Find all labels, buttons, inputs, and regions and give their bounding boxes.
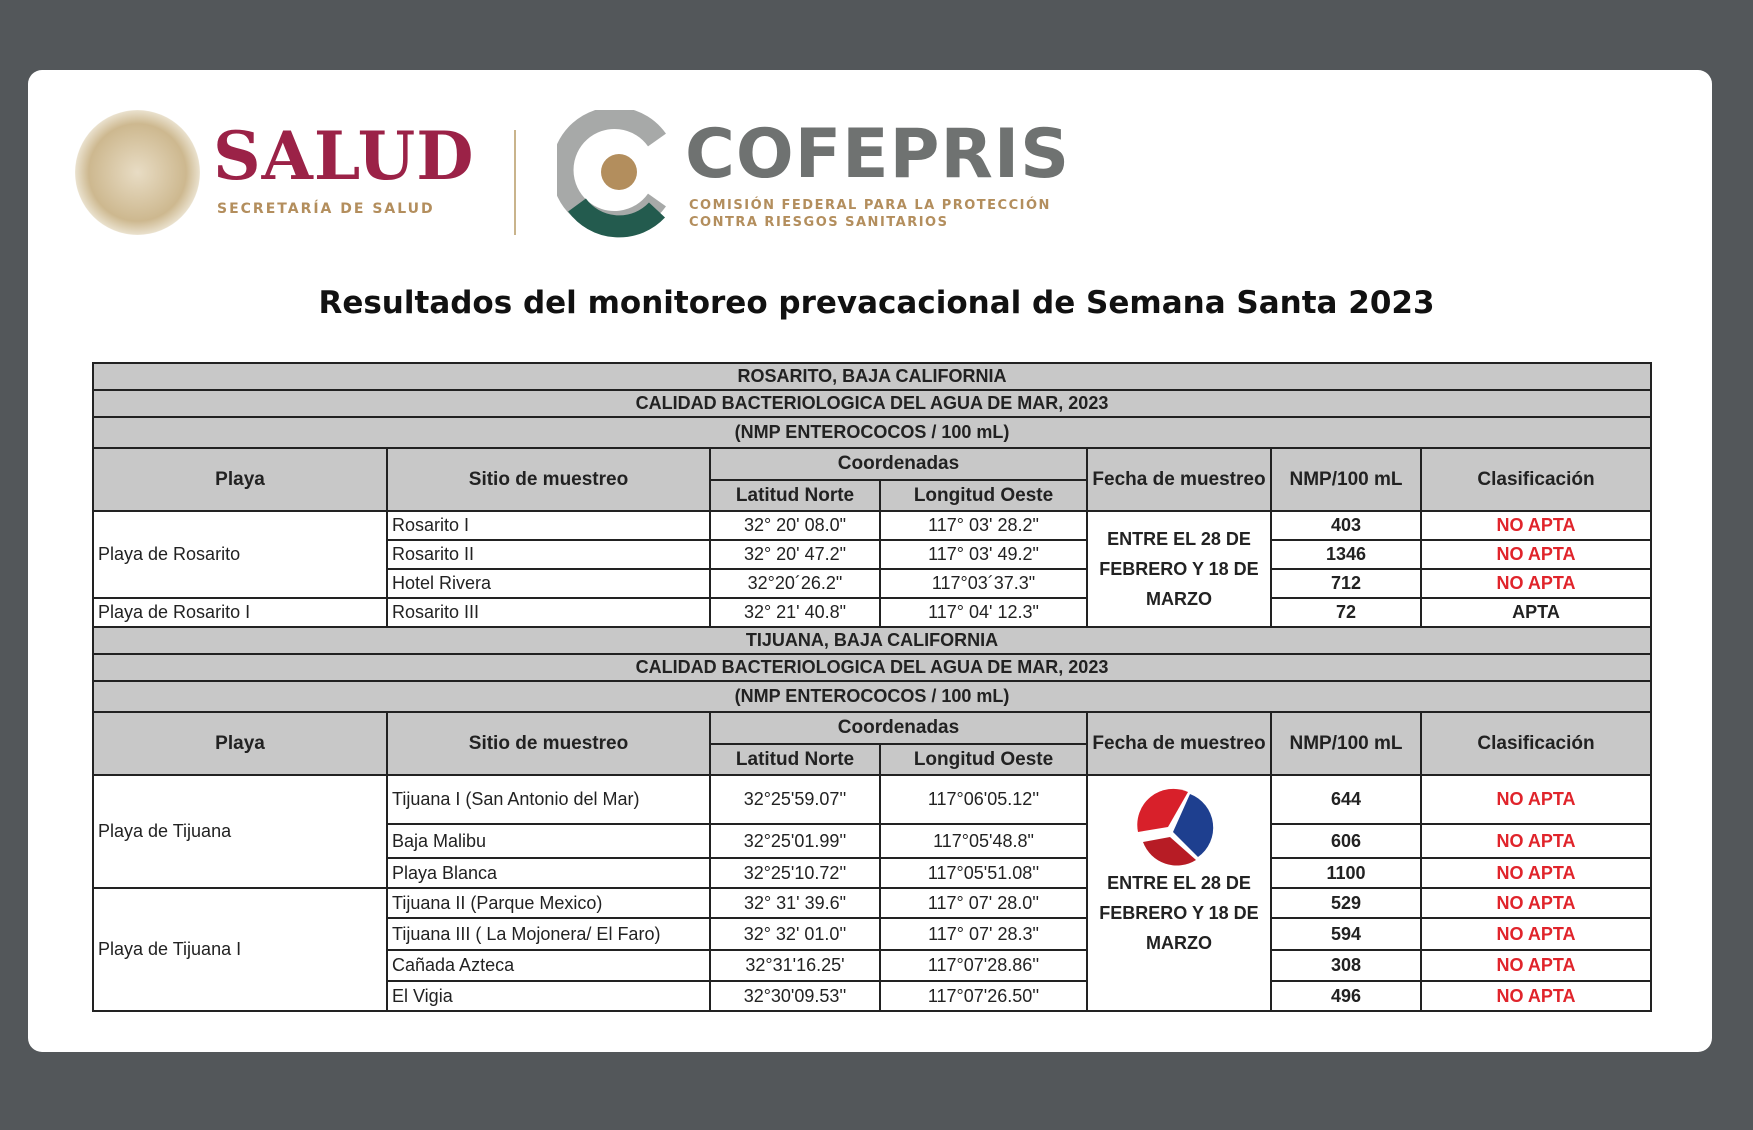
playa-cell: Playa de Tijuana	[93, 775, 387, 888]
playa-cell: Playa de Rosarito I	[93, 598, 387, 627]
col-nmp: NMP/100 mL	[1271, 448, 1421, 511]
nmp-cell: 403	[1271, 511, 1421, 540]
longitud-cell: 117°06'05.12''	[880, 775, 1087, 824]
section-subtitle: CALIDAD BACTERIOLOGICA DEL AGUA DE MAR, 2023	[93, 654, 1651, 681]
nmp-cell: 644	[1271, 775, 1421, 824]
table-row	[93, 598, 1651, 627]
longitud-cell: 117° 07' 28.3"	[880, 918, 1087, 950]
latitud-cell: 32°25'59.07''	[710, 775, 880, 824]
longitud-cell: 117°05'48.8"	[880, 824, 1087, 858]
section-units-row	[93, 417, 1651, 448]
clasificacion-badge: NO APTA	[1421, 981, 1651, 1011]
clasificacion-badge: NO APTA	[1421, 950, 1651, 981]
col-longitud: Longitud Oeste	[880, 480, 1087, 511]
clasificacion-badge: APTA	[1421, 598, 1651, 627]
col-clasificacion: Clasificación	[1421, 712, 1651, 775]
sitio-cell: Rosarito I	[387, 511, 710, 540]
sitio-cell: Playa Blanca	[387, 858, 710, 888]
clasificacion-badge: NO APTA	[1421, 511, 1651, 540]
sitio-cell: Rosarito III	[387, 598, 710, 627]
section-subtitle-row	[93, 390, 1651, 417]
latitud-cell: 32° 20' 08.0"	[710, 511, 880, 540]
longitud-cell: 117° 04' 12.3"	[880, 598, 1087, 627]
clasificacion-badge: NO APTA	[1421, 569, 1651, 598]
col-latitud: Latitud Norte	[710, 744, 880, 775]
column-header-row	[93, 448, 1651, 480]
fecha-cell: ENTRE EL 28 DE FEBRERO Y 18 DE MARZO	[1087, 511, 1271, 627]
nmp-cell: 529	[1271, 888, 1421, 918]
table-row	[93, 888, 1651, 918]
nmp-cell: 606	[1271, 824, 1421, 858]
section-region: TIJUANA, BAJA CALIFORNIA	[93, 627, 1651, 654]
longitud-cell: 117°07'26.50''	[880, 981, 1087, 1011]
col-longitud: Longitud Oeste	[880, 744, 1087, 775]
col-coordenadas: Coordenadas	[710, 712, 1087, 744]
latitud-cell: 32° 31' 39.6"	[710, 888, 880, 918]
mexico-seal-icon	[75, 110, 200, 235]
col-sitio: Sitio de muestreo	[387, 712, 710, 775]
section-region-row	[93, 627, 1651, 654]
fecha-cell: ENTRE EL 28 DE FEBRERO Y 18 DE MARZO	[1087, 775, 1271, 1011]
clasificacion-badge: NO APTA	[1421, 918, 1651, 950]
latitud-cell: 32°20´26.2"	[710, 569, 880, 598]
latitud-cell: 32° 21' 40.8"	[710, 598, 880, 627]
section-units: (NMP ENTEROCOCOS / 100 mL)	[93, 681, 1651, 712]
section-subtitle: CALIDAD BACTERIOLOGICA DEL AGUA DE MAR, 2023	[93, 390, 1651, 417]
latitud-cell: 32°25'01.99''	[710, 824, 880, 858]
latitud-cell: 32°25'10.72''	[710, 858, 880, 888]
cofepris-logo: COFEPRIS	[685, 115, 1071, 194]
salud-subtitle: SECRETARÍA DE SALUD	[217, 201, 435, 217]
col-fecha: Fecha de muestreo	[1087, 448, 1271, 511]
nmp-cell: 1100	[1271, 858, 1421, 888]
col-sitio: Sitio de muestreo	[387, 448, 710, 511]
longitud-cell: 117° 03' 28.2"	[880, 511, 1087, 540]
logo-divider	[514, 130, 516, 235]
section-region-row	[93, 363, 1651, 390]
sitio-cell: Cañada Azteca	[387, 950, 710, 981]
sitio-cell: Baja Malibu	[387, 824, 710, 858]
cofepris-sub-line2: CONTRA RIESGOS SANITARIOS	[689, 215, 949, 230]
col-clasificacion: Clasificación	[1421, 448, 1651, 511]
column-header-row	[93, 712, 1651, 744]
results-table	[92, 362, 1652, 1012]
header-logos	[75, 105, 1075, 245]
cofepris-sub-line1: COMISIÓN FEDERAL PARA LA PROTECCIÓN	[689, 198, 1051, 213]
nmp-cell: 308	[1271, 950, 1421, 981]
longitud-cell: 117°07'28.86''	[880, 950, 1087, 981]
playa-cell: Playa de Rosarito	[93, 511, 387, 598]
section-units: (NMP ENTEROCOCOS / 100 mL)	[93, 417, 1651, 448]
page-title: Resultados del monitoreo prevacacional de Semana Santa 2023	[318, 285, 1435, 321]
sitio-cell: Tijuana II (Parque Mexico)	[387, 888, 710, 918]
section-units-row	[93, 681, 1651, 712]
table-row	[93, 775, 1651, 824]
col-nmp: NMP/100 mL	[1271, 712, 1421, 775]
section-subtitle-row	[93, 654, 1651, 681]
watermark-logo-icon	[1128, 782, 1218, 872]
sitio-cell: Rosarito II	[387, 540, 710, 569]
longitud-cell: 117° 03' 49.2"	[880, 540, 1087, 569]
nmp-cell: 496	[1271, 981, 1421, 1011]
section-region: ROSARITO, BAJA CALIFORNIA	[93, 363, 1651, 390]
clasificacion-badge: NO APTA	[1421, 824, 1651, 858]
nmp-cell: 712	[1271, 569, 1421, 598]
latitud-cell: 32°30'09.53''	[710, 981, 880, 1011]
col-latitud: Latitud Norte	[710, 480, 880, 511]
clasificacion-badge: NO APTA	[1421, 775, 1651, 824]
sitio-cell: El Vigia	[387, 981, 710, 1011]
longitud-cell: 117°05'51.08''	[880, 858, 1087, 888]
sitio-cell: Hotel Rivera	[387, 569, 710, 598]
latitud-cell: 32° 20' 47.2"	[710, 540, 880, 569]
latitud-cell: 32° 32' 01.0''	[710, 918, 880, 950]
longitud-cell: 117°03´37.3"	[880, 569, 1087, 598]
sitio-cell: Tijuana I (San Antonio del Mar)	[387, 775, 710, 824]
nmp-cell: 1346	[1271, 540, 1421, 569]
nmp-cell: 72	[1271, 598, 1421, 627]
col-playa: Playa	[93, 448, 387, 511]
table-row	[93, 511, 1651, 540]
playa-cell: Playa de Tijuana I	[93, 888, 387, 1011]
cofepris-emblem-icon	[557, 110, 677, 240]
clasificacion-badge: NO APTA	[1421, 540, 1651, 569]
sitio-cell: Tijuana III ( La Mojonera/ El Faro)	[387, 918, 710, 950]
longitud-cell: 117° 07' 28.0''	[880, 888, 1087, 918]
clasificacion-badge: NO APTA	[1421, 858, 1651, 888]
latitud-cell: 32°31'16.25'	[710, 950, 880, 981]
col-coordenadas: Coordenadas	[710, 448, 1087, 480]
salud-logo: SALUD	[213, 117, 475, 195]
col-playa: Playa	[93, 712, 387, 775]
col-fecha: Fecha de muestreo	[1087, 712, 1271, 775]
cofepris-subtitle	[689, 197, 1051, 231]
clasificacion-badge: NO APTA	[1421, 888, 1651, 918]
nmp-cell: 594	[1271, 918, 1421, 950]
